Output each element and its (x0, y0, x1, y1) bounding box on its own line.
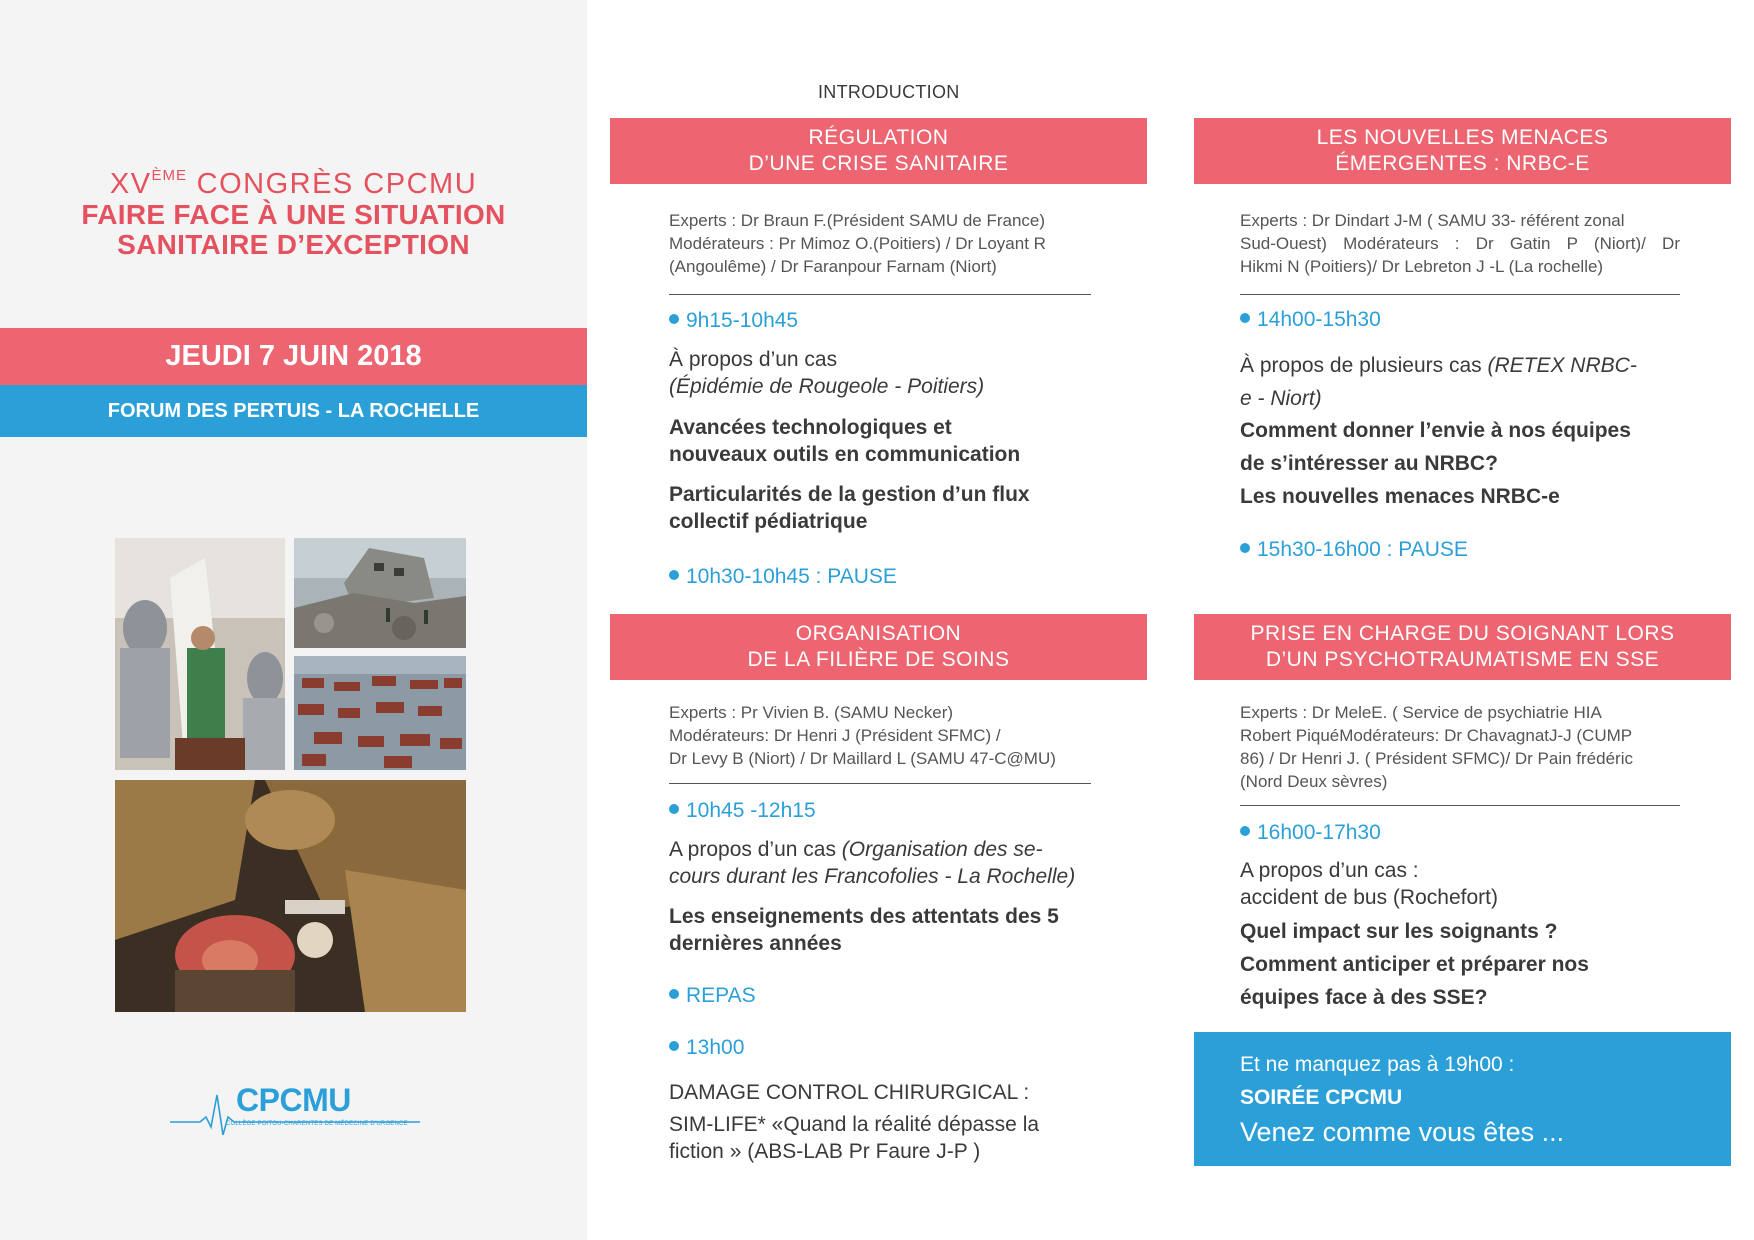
bullet-dot-icon (1240, 543, 1250, 553)
session-title-line: DE LA FILIÈRE DE SOINS (747, 648, 1010, 671)
session-title-line: LES NOUVELLES MENACES (1316, 126, 1609, 149)
congress-theme-line1: FAIRE FACE À UNE SITUATION (81, 199, 506, 230)
pause-slot: 10h30-10h45 : PAUSE (669, 565, 897, 589)
divider (1240, 805, 1680, 806)
session-title-line: D’UNE CRISE SANITAIRE (748, 152, 1009, 175)
session-title-line: PRISE EN CHARGE DU SOIGNANT LORS (1250, 622, 1675, 645)
bullet-dot-icon (669, 314, 679, 324)
logo-wordmark: CPCMU (236, 1082, 351, 1118)
session-psychotrauma-banner (1194, 614, 1731, 680)
topic-impact: Quel impact sur les soignants ? Comment anticiper et préparer nos équipes face à des SSE? (1240, 920, 1589, 1009)
photo-rescue-team (115, 780, 466, 1012)
topic-attacks: Les enseignements des attentats des 5 dernières années (669, 905, 1059, 955)
time-slot: 9h15-10h45 (669, 309, 798, 333)
session-organisation-experts: Experts : Pr Vivien B. (SAMU Necker) Modérateurs: Dr Henri J (Président SFMC) / Dr Levy B (Niort) / Dr Maillard L (SAMU 47-C@MU) (669, 703, 1056, 768)
evening-event-title: SOIRÉE CPCMU (1240, 1086, 1403, 1109)
photo-flooded-town (294, 656, 466, 770)
session-regulation-experts: Experts : Dr Braun F.(Président SAMU de France) Modérateurs : Pr Mimoz O.(Poitiers) / Dr Loyant R (Angoulême) / Dr Faranpour Farnam (Niort) (669, 211, 1046, 276)
evening-event-box (1194, 1032, 1731, 1166)
congress-title (0, 160, 587, 260)
evening-event-intro: Et ne manquez pas à 19h00 : (1240, 1053, 1515, 1076)
bullet-dot-icon (1240, 826, 1250, 836)
bullet-dot-icon (669, 804, 679, 814)
divider (1240, 294, 1680, 295)
damage-control-description: DAMAGE CONTROL CHIRURGICAL : SIM-LIFE* «Quand la réalité dépasse la fiction » (ABS-LAB Pr Faure J-P ) (669, 1081, 1040, 1163)
event-venue: FORUM DES PERTUIS - LA ROCHELLE (0, 385, 587, 437)
session-regulation-banner (610, 118, 1147, 184)
bullet-dot-icon (669, 989, 679, 999)
cover-panel (0, 0, 587, 1240)
session-title-line: D’UN PSYCHOTRAUMATISME EN SSE (1265, 648, 1660, 671)
time-slot: 14h00-15h30 (1240, 308, 1381, 332)
divider (669, 294, 1091, 295)
bullet-dot-icon (1240, 313, 1250, 323)
time-slot: 10h45 -12h15 (669, 799, 816, 823)
session-psychotrauma-experts: Experts : Dr MeleE. ( Service de psychiatrie HIA Robert PiquéModérateurs: Dr ChavagnatJ-J (CUMP 86) / Dr Henri J. ( Président SFMC)/ Dr Pain frédéric (Nord Deux sèvres) (1240, 703, 1633, 791)
event-date: JEUDI 7 JUIN 2018 (0, 328, 587, 385)
bullet-dot-icon (669, 1041, 679, 1051)
case-description: À propos de plusieurs cas (RETEX NRBC- e - Niort) (1240, 354, 1637, 410)
case-description: À propos d’un cas (Épidémie de Rougeole - Poitiers) (669, 348, 985, 398)
congress-edition: XVÈME CONGRÈS CPCMU (109, 167, 478, 200)
photo-collapsed-building (294, 538, 466, 648)
cpcmu-logo (170, 1075, 420, 1135)
introduction-label: INTRODUCTION (818, 82, 960, 102)
session-title-line: RÉGULATION (808, 126, 949, 149)
session-title-line: ORGANISATION (795, 622, 962, 645)
session-nrbc-experts: Experts : Dr Dindart J-M ( SAMU 33- référent zonal Sud-Ouest) Modérateurs : Dr Gatin P (Niort)/ Dr Hikmi N (Poitiers)/ Dr Lebreton J -L (La rochelle) (1240, 211, 1680, 276)
session-title-line: ÉMERGENTES : NRBC-E (1335, 152, 1590, 175)
photo-hazmat-stretcher (115, 538, 285, 770)
time-slot: 13h00 (669, 1036, 744, 1060)
divider (669, 783, 1091, 784)
logo-subtitle: COLLÈGE POITOU-CHARENTES DE MÉDECINE D’URGENCE (226, 1121, 408, 1127)
case-description: A propos d’un cas : accident de bus (Rochefort) (1240, 859, 1498, 909)
evening-event-tagline: Venez comme vous êtes ... (1240, 1117, 1565, 1147)
pause-slot: 15h30-16h00 : PAUSE (1240, 538, 1468, 562)
topic-pediatric-flow: Particularités de la gestion d’un flux collectif pédiatrique (669, 483, 1030, 533)
session-nrbc-banner (1194, 118, 1731, 184)
topic-technologies: Avancées technologiques et nouveaux outils en communication (669, 416, 1021, 466)
bullet-dot-icon (669, 570, 679, 580)
time-slot: 16h00-17h30 (1240, 821, 1381, 845)
case-description: A propos d’un cas (Organisation des se- cours durant les Francofolies - La Rochelle) (669, 838, 1076, 888)
meal-slot: REPAS (669, 984, 756, 1008)
session-organisation-banner (610, 614, 1147, 680)
congress-theme-line2: SANITAIRE D’EXCEPTION (117, 229, 470, 260)
topic-motivation: Comment donner l’envie à nos équipes de s’intéresser au NRBC? Les nouvelles menaces NRBC-e (1240, 419, 1631, 508)
